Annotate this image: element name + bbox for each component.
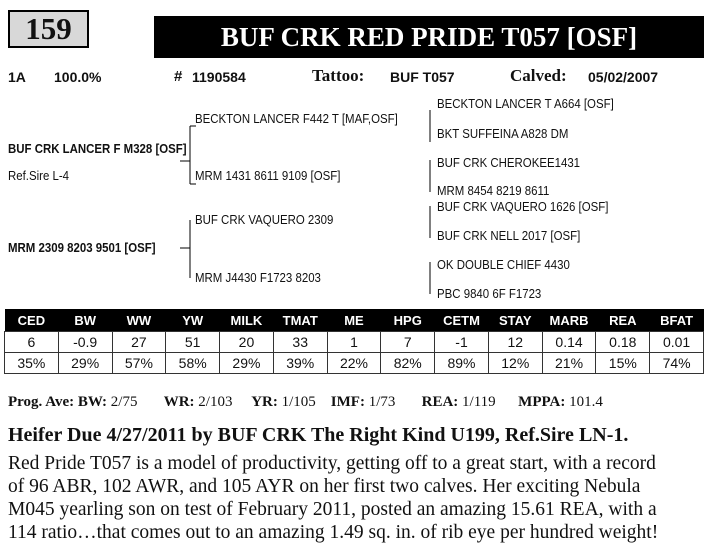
epd-value: 7 (381, 332, 435, 353)
dam-dam-sire: OK DOUBLE CHIEF 4430 (437, 257, 570, 272)
reg-label: # (174, 68, 183, 85)
tattoo-value: BUF T057 (390, 69, 455, 85)
rea-label: REA: (421, 394, 459, 410)
description-line: Red Pride T057 is a model of productivity, getting off to a great start, with a record (8, 453, 656, 474)
epd-percentile: 29% (220, 353, 274, 374)
epd-percentile: 57% (112, 353, 166, 374)
imf-value: 1/73 (368, 394, 396, 410)
epd-percentile: 29% (58, 353, 112, 374)
epd-value: 12 (488, 332, 542, 353)
bw-value: 2/75 (110, 394, 138, 410)
calved-label: Calved: (510, 66, 567, 85)
headline: Heifer Due 4/27/2011 by BUF CRK The Right Kind U199, Ref.Sire LN-1. (8, 424, 629, 446)
animal-name: BUF CRK RED PRIDE T057 [OSF] (154, 16, 704, 58)
description-line: of 96 ABR, 102 AWR, and 105 AYR on her first two calves. Her exciting Nebula (8, 476, 641, 497)
epd-header: MARB (542, 309, 596, 332)
tattoo-label: Tattoo: (312, 66, 365, 85)
epd-percentile: 39% (273, 353, 327, 374)
progeny-averages (8, 394, 603, 411)
epd-header: ME (327, 309, 381, 332)
epd-header: TMAT (273, 309, 327, 332)
epd-value-row (5, 332, 704, 353)
epd-header: CED (5, 309, 59, 332)
epd-value: 27 (112, 332, 166, 353)
sire-dam-sire: BUF CRK CHEROKEE1431 (437, 155, 581, 170)
epd-percentile: 58% (166, 353, 220, 374)
imf-label: IMF: (330, 394, 365, 410)
epd-table (4, 309, 704, 374)
sire-sire-dam: BKT SUFFEINA A828 DM (437, 126, 569, 141)
reg-number: 1190584 (192, 69, 246, 85)
description-line: 114 ratio…that comes out to an amazing 1.49 sq. in. of rib eye per hundred weight! (8, 522, 659, 543)
epd-percentile: 35% (5, 353, 59, 374)
epd-value: 20 (220, 332, 274, 353)
rea-value: 1/119 (462, 394, 496, 410)
wr-label: WR: (163, 394, 195, 410)
dam-sire: BUF CRK VAQUERO 2309 (195, 212, 334, 227)
epd-value: -1 (435, 332, 489, 353)
epd-header: WW (112, 309, 166, 332)
mppa-label: MPPA: (518, 394, 566, 410)
epd-header: YW (166, 309, 220, 332)
description (8, 452, 708, 544)
epd-value: 0.18 (596, 332, 650, 353)
epd-value: 0.14 (542, 332, 596, 353)
epd-percentile: 15% (596, 353, 650, 374)
sire: BUF CRK LANCER F M328 [OSF] (8, 141, 187, 156)
progeny-label: Prog. Ave: (8, 394, 75, 410)
epd-percentile: 74% (650, 353, 704, 374)
epd-percentile: 89% (435, 353, 489, 374)
epd-percentile: 21% (542, 353, 596, 374)
description-line: M045 yearling son on test of February 2011, posted an amazing 15.61 REA, with a (8, 499, 657, 520)
epd-value: 6 (5, 332, 59, 353)
mppa-value: 101.4 (569, 394, 603, 410)
sire-dam: MRM 1431 8611 9109 [OSF] (195, 168, 341, 183)
yr-label: YR: (251, 394, 278, 410)
epd-header-row (5, 309, 704, 332)
epd-header: CETM (435, 309, 489, 332)
epd-header: MILK (220, 309, 274, 332)
bw-label: BW: (77, 394, 108, 410)
epd-header: STAY (488, 309, 542, 332)
sire-sire-sire: BECKTON LANCER T A664 [OSF] (437, 96, 614, 111)
epd-value: 33 (273, 332, 327, 353)
dam: MRM 2309 8203 9501 [OSF] (8, 240, 156, 255)
epd-percentile-row (5, 353, 704, 374)
epd-header: HPG (381, 309, 435, 332)
lot-code: 1A (8, 69, 26, 85)
dam-sire-dam: BUF CRK NELL 2017 [OSF] (437, 228, 581, 243)
epd-value: 0.01 (650, 332, 704, 353)
sire-sire: BECKTON LANCER F442 T [MAF,OSF] (195, 111, 398, 126)
yr-value: 1/105 (281, 394, 316, 410)
epd-value: 1 (327, 332, 381, 353)
sire-refsire: Ref.Sire L-4 (8, 168, 70, 183)
dam-sire-sire: BUF CRK VAQUERO 1626 [OSF] (437, 199, 609, 214)
dam-dam-dam: PBC 9840 6F F1723 (437, 286, 542, 301)
epd-header: BFAT (650, 309, 704, 332)
epd-percentile: 82% (381, 353, 435, 374)
wr-value: 2/103 (198, 394, 233, 410)
epd-value: 51 (166, 332, 220, 353)
epd-header: REA (596, 309, 650, 332)
epd-percentile: 12% (488, 353, 542, 374)
epd-value: -0.9 (58, 332, 112, 353)
epd-percentile: 22% (327, 353, 381, 374)
percent: 100.0% (54, 69, 102, 85)
epd-header: BW (58, 309, 112, 332)
lot-number: 159 (8, 10, 89, 48)
sire-dam-dam: MRM 8454 8219 8611 (437, 183, 550, 198)
calved-value: 05/02/2007 (588, 69, 659, 85)
dam-dam: MRM J4430 F1723 8203 (195, 270, 321, 285)
